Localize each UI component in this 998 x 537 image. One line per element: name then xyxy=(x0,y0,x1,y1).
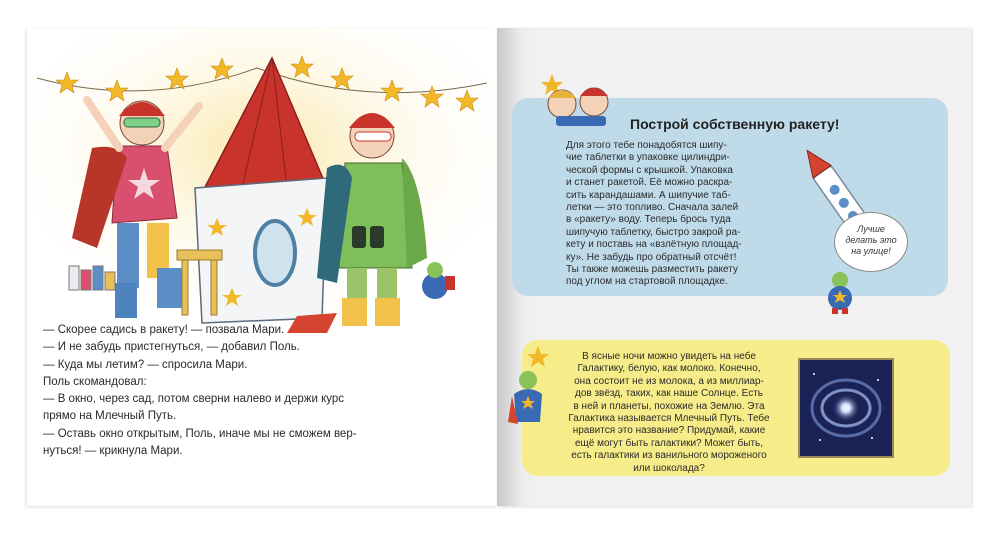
alien-with-star-icon xyxy=(508,344,554,432)
instruction-line: летки — это топливо. Сначала залей xyxy=(566,202,739,214)
galaxy-line: в ней и планеты, похожие на Землю. Эта xyxy=(573,400,765,412)
instruction-line: ку». Не забудь про обратный отсчёт! xyxy=(566,251,737,263)
instruction-line: сить карандашами. А шипучие таб- xyxy=(566,189,731,201)
rocket-porthole xyxy=(255,221,295,285)
story-line: — И не забудь пристегнуться, — добавил Поль. xyxy=(43,341,300,354)
story-line: — Скорее садись в ракету! — позвала Мари. xyxy=(43,324,285,336)
children-rocket-illustration xyxy=(27,28,497,333)
bubble-line: делать это xyxy=(845,235,897,245)
galaxy-line: нравится это название? Придумай, какие xyxy=(572,425,766,437)
story-line: прямо на Млечный Путь. xyxy=(43,410,177,423)
galaxy-text xyxy=(556,351,782,475)
instruction-line: кету и поставь на «взлётную площад- xyxy=(566,239,742,251)
bubble-line: Лучше xyxy=(857,224,885,234)
story-line: — Куда мы летим? — спросила Мари. xyxy=(43,358,248,371)
galaxy-line: ещё могут быть галактики? Может быть, xyxy=(574,437,764,449)
instruction-line: чие таблетки в упаковке цилиндри- xyxy=(566,152,730,164)
galaxy-line: дов звёзд, таких, как наше Солнце. Есть xyxy=(574,388,763,400)
bubble-line: на улице! xyxy=(851,246,891,256)
galaxy-line: Галактику, белую, как молоко. Конечно, xyxy=(577,363,761,375)
instruction-line: Для этого тебе понадобятся шипу- xyxy=(566,140,727,151)
story-text xyxy=(43,322,443,460)
story-line: Поль скомандовал: xyxy=(43,375,147,388)
galaxy-line: Галактика называется Млечный Путь. Тебе xyxy=(568,413,770,425)
instruction-line: ческой формы с крышкой. Упаковка xyxy=(566,164,733,176)
speech-bubble-text xyxy=(840,224,902,257)
alien-character xyxy=(820,268,860,314)
instruction-line: Ты также можешь разместить ракету xyxy=(566,264,738,276)
rocket-instructions xyxy=(566,140,784,289)
instruction-line: шипучую таблетку, быстро закрой ра- xyxy=(566,226,741,238)
galaxy-line: В ясные ночи можно увидеть на небе xyxy=(582,351,756,362)
galaxy-line: есть галактики из ванильного мороженого xyxy=(571,450,767,462)
kids-heads-icon xyxy=(536,68,624,128)
story-line: нуться! — крикнула Мари. xyxy=(43,445,183,458)
story-line: — В окно, через сад, потом сверни налево и держи курс xyxy=(43,393,345,406)
milky-way-image xyxy=(798,358,894,458)
instruction-line: и станет ракетой. Её можно раскра- xyxy=(566,177,733,189)
instruction-line: в «ракету» воду. Теперь брось туда xyxy=(566,214,731,226)
story-line: — Оставь окно открытым, Поль, иначе мы не сможем вер- xyxy=(43,427,357,440)
galaxy-line: или шоколада? xyxy=(633,462,705,474)
galaxy-line: она состоит не из молока, а из миллиар- xyxy=(574,375,764,387)
instruction-line: под углом на стартовой площадке. xyxy=(566,276,728,288)
rocket-panel-title: Построй собственную ракету! xyxy=(630,116,840,132)
